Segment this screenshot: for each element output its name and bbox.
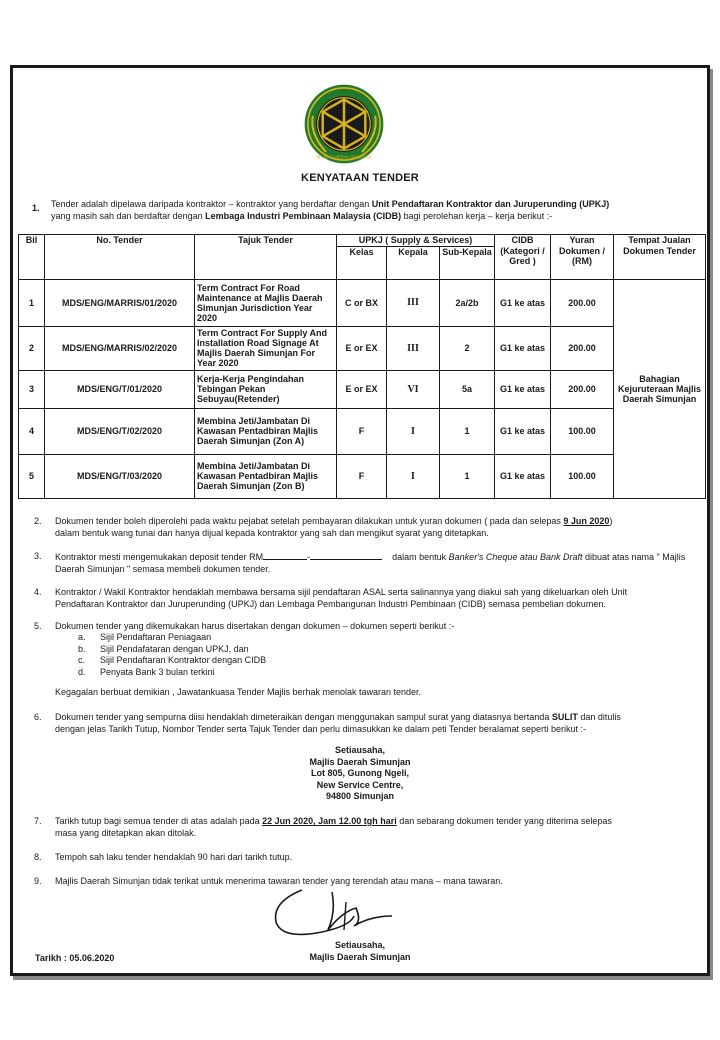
row-yuran: 200.00: [551, 370, 614, 408]
deposit-blank-1: [263, 551, 307, 560]
item-8-text: Tempoh sah laku tender hendaklah 90 hari dari tarikh tutup.: [55, 852, 293, 862]
item-3-number: 3.: [34, 551, 42, 561]
header-tajuk: Tajuk Tender: [195, 235, 337, 280]
list-item: [78, 667, 266, 679]
item-6-line-2: dengan jelas Tarikh Tutup, Nombor Tender serta Tajuk Tender dan perlu dimasukkan ke dalam peti Tender beralamat seperti berikut :-: [55, 723, 586, 734]
row-tajuk: Term Contract For Supply And Installation Road Signage At Majlis Daerah Simunjan For Year 2020: [195, 326, 337, 370]
item-1-part: bagi perolehan kerja – kerja berikut :-: [401, 210, 553, 221]
item-3-payment-method: Banker's Cheque atau Bank Draft: [448, 552, 583, 562]
item-2-part: Dokumen tender boleh diperolehi pada waktu pejabat setelah pembayaran dilakukan untuk yuran dokumen ( pada dan selepas: [55, 516, 564, 526]
row-sub-kepala: 5a: [440, 370, 495, 408]
row-no-tender: MDS/ENG/MARRIS/02/2020: [45, 326, 195, 370]
item-2-line-2: dalam bentuk wang tunai dan hanya dijual kepada kontraktor yang sah dan mengikut syarat yang ditetapkan.: [55, 527, 489, 538]
row-sub-kepala: 1: [440, 408, 495, 454]
item-5-number: 5.: [34, 621, 42, 631]
row-cidb: G1 ke atas: [495, 326, 551, 370]
header-kepala: Kepala: [387, 246, 440, 279]
list-value: Penyata Bank 3 bulan terkini: [100, 666, 215, 677]
list-item: [78, 655, 266, 667]
row-bil: 4: [19, 408, 45, 454]
signatory-title: Setiausaha,: [334, 940, 386, 950]
item-1-part: yang masih sah dan berdaftar dengan: [51, 210, 206, 221]
item-1-number: 1.: [32, 203, 40, 213]
row-no-tender: MDS/ENG/T/03/2020: [45, 454, 195, 498]
address-line: Lot 805, Gunong Ngeli,: [310, 768, 409, 778]
item-7-closing-date: 22 Jun 2020, Jam 12.00 tgh hari: [262, 816, 397, 826]
tender-box-address: [0, 745, 720, 803]
item-3-part: Kontraktor mesti mengemukakan deposit tender RM: [55, 552, 264, 562]
row-cidb: G1 ke atas: [495, 408, 551, 454]
item-4-line-2: Pendaftaran Kontraktor dan Juruperunding (UPKJ) dan Lembaga Pembangunan Industri Pembinaan (CIDB) semasa pembelian dokumen.: [55, 598, 606, 609]
row-kelas: E or EX: [337, 326, 387, 370]
address-line: New Service Centre,: [316, 779, 404, 790]
tender-table: [18, 234, 706, 499]
logo-ring-text: MAJLIS DAERAH SIMUNJAN: [316, 154, 372, 160]
item-1-cidb: Lembaga Industri Pembinaan Malaysia (CIDB): [205, 210, 402, 221]
header-yuran: Yuran Dokumen / (RM): [551, 235, 614, 280]
item-7-part: dan sebarang dokumen tender yang diterima selepas: [396, 816, 612, 826]
row-kepala: III: [387, 326, 440, 370]
row-tajuk: Kerja-Kerja Pengindahan Tebingan Pekan Sebuyau(Retender): [195, 370, 337, 408]
item-6-text: [55, 712, 705, 735]
item-5-note: Kegagalan berbuat demikian , Jawatankuasa Tender Majlis berhak menolak tawaran tender.: [55, 687, 422, 697]
row-yuran: 200.00: [551, 326, 614, 370]
item-6-number: 6.: [34, 712, 42, 722]
row-tajuk: Membina Jeti/Jambatan Di Kawasan Pentadbiran Majlis Daerah Simunjan (Zon A): [195, 408, 337, 454]
row-sub-kepala: 2: [440, 326, 495, 370]
signatory-organization: Majlis Daerah Simunjan: [309, 951, 411, 962]
item-3-text: [55, 551, 705, 575]
document-date: Tarikh : 05.06.2020: [35, 953, 115, 963]
row-bil: 2: [19, 326, 45, 370]
item-2-text: [55, 516, 705, 539]
header-bil: Bil: [19, 235, 45, 280]
row-bil: 5: [19, 454, 45, 498]
item-3-line-2: Daerah Simunjan " semasa membeli dokumen tender.: [55, 563, 271, 574]
item-1-text: [51, 199, 701, 222]
item-7-number: 7.: [34, 816, 42, 826]
list-value: Sijil Pendaftaran Peniagaan: [100, 632, 212, 642]
list-key: c.: [78, 655, 86, 665]
table-row: [19, 408, 706, 454]
header-sub-kepala: Sub-Kepala: [440, 246, 495, 279]
item-6-part: dan ditulis: [577, 712, 621, 722]
table-row: [19, 326, 706, 370]
item-7-text: [55, 816, 705, 839]
item-7-part: Tarikh tutup bagi semua tender di atas adalah pada: [55, 816, 263, 826]
item-4-number: 4.: [34, 587, 42, 597]
item-4-text: [55, 587, 710, 610]
item-2-date: 9 Jun 2020: [563, 516, 610, 526]
table-row: [19, 370, 706, 408]
list-key: a.: [78, 632, 86, 642]
row-kelas: F: [337, 454, 387, 498]
address-line: Setiausaha,: [334, 745, 386, 755]
list-item: [78, 632, 266, 644]
row-kelas: F: [337, 408, 387, 454]
council-logo-emblem: [303, 83, 385, 165]
row-cidb: G1 ke atas: [495, 279, 551, 326]
item-1-part: Tender adalah dipelawa daripada kontraktor – kontraktor yang berdaftar dengan: [51, 199, 372, 209]
tempat-jualan-value: Bahagian Kejuruteraan Majlis Daerah Simunjan: [614, 279, 706, 498]
row-kepala: I: [387, 454, 440, 498]
row-no-tender: MDS/ENG/T/01/2020: [45, 370, 195, 408]
list-value: Sijil Pendaftaran Kontraktor dengan CIDB: [100, 655, 267, 665]
list-item: [78, 644, 266, 656]
row-kelas: E or EX: [337, 370, 387, 408]
row-kepala: VI: [387, 370, 440, 408]
address-line: Majlis Daerah Simunjan: [309, 756, 411, 767]
row-yuran: 100.00: [551, 408, 614, 454]
row-cidb: G1 ke atas: [495, 454, 551, 498]
item-6-part: Dokumen tender yang sempurna diisi hendaklah dimeteraikan dengan menggunakan sampul surat yang diatasnya bertanda: [55, 712, 552, 722]
list-value: Sijil Pendafataran dengan UPKJ, dan: [100, 643, 249, 654]
row-kepala: I: [387, 408, 440, 454]
header-no-tender: No. Tender: [45, 235, 195, 280]
item-8-number: 8.: [34, 852, 42, 862]
row-kepala: III: [387, 279, 440, 326]
row-no-tender: MDS/ENG/MARRIS/01/2020: [45, 279, 195, 326]
item-7-line-2: masa yang ditetapkan akan ditolak.: [55, 827, 197, 838]
header-upkj: UPKJ ( Supply & Services): [337, 235, 495, 247]
header-cidb: CIDB (Kategori / Gred ): [495, 235, 551, 280]
address-line: 94800 Simunjan: [325, 791, 395, 801]
deposit-blank-2: [310, 551, 382, 560]
handwritten-signature: [262, 882, 412, 942]
row-cidb: G1 ke atas: [495, 370, 551, 408]
row-sub-kepala: 2a/2b: [440, 279, 495, 326]
list-key: d.: [78, 666, 86, 677]
list-key: b.: [78, 643, 86, 654]
row-tajuk: Membina Jeti/Jambatan Di Kawasan Pentadbiran Majlis Daerah Simunjan (Zon B): [195, 454, 337, 498]
row-yuran: 200.00: [551, 279, 614, 326]
item-2-number: 2.: [34, 516, 42, 526]
item-5-text: Dokumen tender yang dikemukakan harus disertakan dengan dokumen – dokumen seperti berikut :-: [55, 621, 455, 631]
row-sub-kepala: 1: [440, 454, 495, 498]
table-row: [19, 279, 706, 326]
item-9-number: 9.: [34, 876, 42, 886]
table-row: [19, 454, 706, 498]
header-tempat: Tempat Jualan Dokumen Tender: [614, 235, 706, 280]
required-documents-list: [78, 632, 266, 678]
item-9-text: Majlis Daerah Simunjan tidak terikat untuk menerima tawaran tender yang terendah atau mana – mana tawaran.: [55, 876, 503, 886]
row-no-tender: MDS/ENG/T/02/2020: [45, 408, 195, 454]
row-tajuk: Term Contract For Road Maintenance at Majlis Daerah Simunjan Jurisdiction Year 2020: [195, 279, 337, 326]
row-kelas: C or BX: [337, 279, 387, 326]
page-title: KENYATAAN TENDER: [301, 172, 419, 184]
item-3-part: dalam bentuk: [392, 552, 449, 562]
item-2-part: ): [609, 516, 613, 526]
item-1-upkj: Unit Pendaftaran Kontraktor dan Juruperunding (UPKJ): [371, 199, 610, 209]
header-kelas: Kelas: [337, 246, 387, 279]
deposit-dash: -: [307, 552, 311, 562]
item-6-sulit: SULIT: [551, 712, 578, 722]
row-yuran: 100.00: [551, 454, 614, 498]
item-3-part: dibuat atas nama " Majlis: [582, 552, 686, 562]
row-bil: 3: [19, 370, 45, 408]
row-bil: 1: [19, 279, 45, 326]
item-4-line-1: Kontraktor / Wakil Kontraktor hendaklah membawa bersama sijil pendaftaran ASAL serta salinannya yang diakui sah yang dikeluarkan oleh Unit: [55, 587, 628, 597]
